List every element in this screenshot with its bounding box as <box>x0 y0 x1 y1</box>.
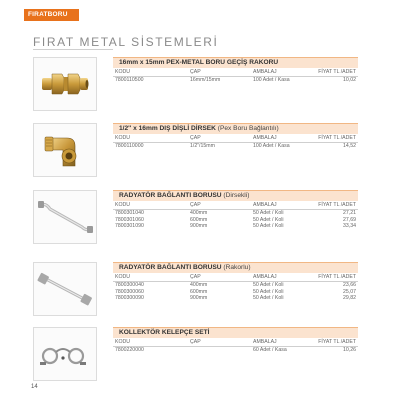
page-number: 14 <box>31 384 38 390</box>
table-header-row: KODU ÇAP AMBALAJ FİYAT TL /ADET <box>115 339 356 345</box>
product-image <box>33 57 97 111</box>
price-table <box>113 273 358 302</box>
radiator-pipe-bent-icon <box>36 197 94 237</box>
table-header-row: KODU ÇAP AMBALAJ FİYAT TL /ADET <box>115 69 356 75</box>
price-table <box>113 338 358 354</box>
product-image <box>33 190 97 244</box>
manifold-clamp-icon <box>36 334 94 374</box>
table-row: 7800300090 900mm 50 Adet / Koli 29,82 <box>115 295 356 301</box>
table-row: 7800301090 900mm 50 Adet / Koli 33,34 <box>115 223 356 229</box>
table-row: 7800220000 60 Adet / Kasa 10,26 <box>115 347 356 353</box>
product-title: RADYATÖR BAĞLANTI BORUSU (Rakorlu) <box>113 262 358 273</box>
page-title: FIRAT METAL SİSTEMLERİ <box>33 35 219 49</box>
product-title: KOLLEKTÖR KELEPÇE SETİ <box>113 327 358 338</box>
table-row: 7800300060 600mm 50 Adet / Koli 25,07 <box>115 288 356 295</box>
product-title: RADYATÖR BAĞLANTI BORUSU (Dirsekli) <box>113 190 358 201</box>
price-table <box>113 68 358 84</box>
product-image <box>33 123 97 177</box>
price-table <box>113 134 358 150</box>
brand-logo: FIRATBORU <box>24 9 79 21</box>
table-header-row: KODU ÇAP AMBALAJ FİYAT TL /ADET <box>115 274 356 280</box>
table-header-row: KODU ÇAP AMBALAJ FİYAT TL /ADET <box>115 135 356 141</box>
product-title: 16mm x 15mm PEX-METAL BORU GEÇİŞ RAKORU <box>113 57 358 68</box>
table-row: 7800301060 600mm 50 Adet / Koli 27,69 <box>115 216 356 223</box>
product-title: 1/2'' x 16mm DIŞ DİŞLİ DİRSEK (Pex Boru Bağlantılı) <box>113 123 358 134</box>
price-table <box>113 201 358 230</box>
product-image <box>33 262 97 316</box>
table-row: 7800110500 16mm/15mm 100 Adet / Kasa 10,02 <box>115 77 356 83</box>
title-divider <box>33 49 113 50</box>
table-header-row: KODU ÇAP AMBALAJ FİYAT TL /ADET <box>115 202 356 208</box>
table-row: 7800300040 400mm 50 Adet / Koli 23,66 <box>115 282 356 288</box>
table-row: 7800301040 400mm 50 Adet / Koli 27,21 <box>115 210 356 216</box>
brass-coupling-icon <box>40 66 90 102</box>
brass-elbow-icon <box>43 128 87 172</box>
product-image <box>33 327 97 381</box>
table-row: 7800110000 1/2"/15mm 100 Adet / Kasa 14,52 <box>115 143 356 149</box>
radiator-pipe-coupling-icon <box>36 269 94 309</box>
